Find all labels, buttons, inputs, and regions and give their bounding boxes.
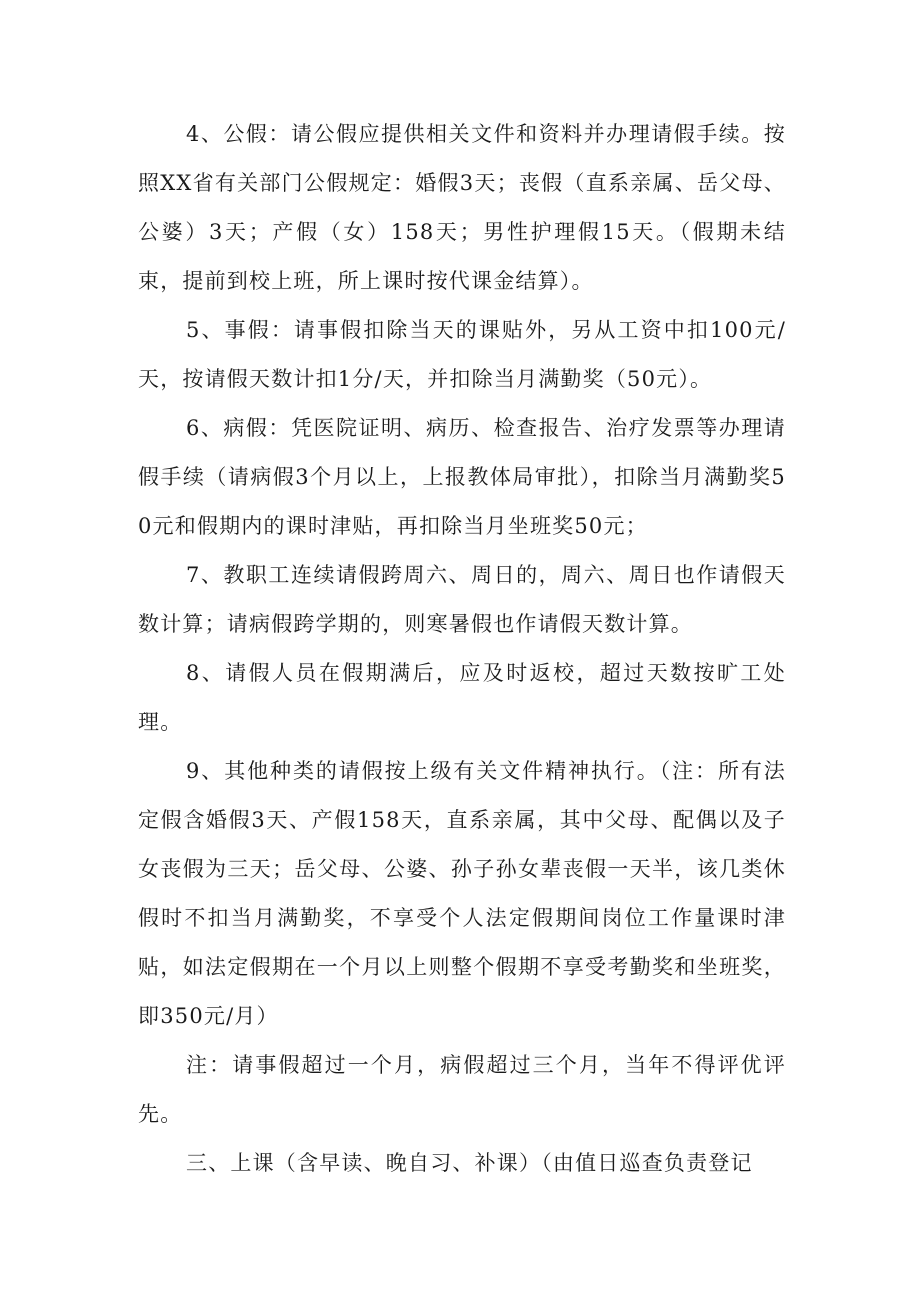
paragraph-sick-leave: 6、病假：凭医院证明、病历、检查报告、治疗发票等办理请假手续（请病假3个月以上，上报教体局审批），扣除当月满勤奖50元和假期内的课时津贴，再扣除当月坐班奖50元； — [138, 416, 786, 538]
paragraph-return-on-time: 8、请假人员在假期满后，应及时返校，超过天数按旷工处理。 — [138, 661, 786, 734]
section-heading-classes: 三、上课（含早读、晚自习、补课）（由值日巡查负责登记 — [186, 1151, 753, 1175]
document-body — [138, 110, 786, 1188]
paragraph-personal-leave: 5、事假：请事假扣除当天的课贴外，另从工资中扣100元/天，按请假天数计扣1分/天，并扣除当月满勤奖（50元）。 — [138, 318, 786, 391]
paragraph-public-leave: 4、公假：请公假应提供相关文件和资料并办理请假手续。按照XX省有关部门公假规定：婚假3天；丧假（直系亲属、岳父母、公婆）3天；产假（女）158天；男性护理假15天。（假期未结束，提前到校上班，所上课时按代课金结算）。 — [138, 122, 786, 293]
paragraph-note: 注：请事假超过一个月，病假超过三个月，当年不得评优评先。 — [138, 1053, 786, 1126]
paragraph-weekend-leave: 7、教职工连续请假跨周六、周日的，周六、周日也作请假天数计算；请病假跨学期的，则寒暑假也作请假天数计算。 — [138, 563, 786, 636]
paragraph-other-leave: 9、其他种类的请假按上级有关文件精神执行。（注：所有法定假含婚假3天、产假158天，直系亲属，其中父母、配偶以及子女丧假为三天；岳父母、公婆、孙子孙女辈丧假一天半，该几类休假时不扣当月满勤奖，不享受个人法定假期间岗位工作量课时津贴，如法定假期在一个月以上则整个假期不享受考勤奖和坐班奖，即350元/月） — [138, 759, 786, 1028]
